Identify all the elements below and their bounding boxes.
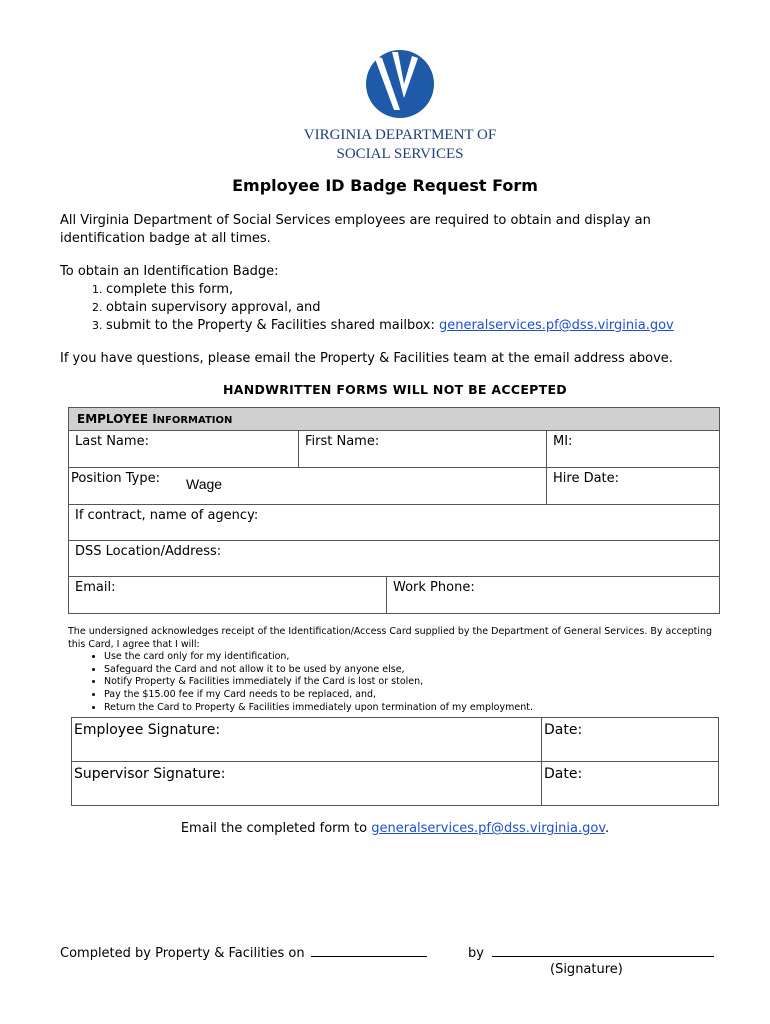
list-item: • Pay the $15.00 fee if my Card needs to be replaced, and,: [104, 689, 718, 702]
mi-field[interactable]: MI:: [553, 434, 573, 449]
employee-signature-field[interactable]: Employee Signature:: [72, 718, 542, 761]
footer-email-link[interactable]: generalservices.pf@dss.virginia.gov: [371, 821, 606, 836]
questions-paragraph: If you have questions, please email the Property & Facilities team at the email address above.: [60, 351, 673, 366]
step-2: 2. obtain supervisory approval, and: [106, 299, 766, 317]
table-row: [69, 541, 719, 577]
signature-caption: (Signature): [550, 962, 623, 977]
table-row: [69, 577, 719, 613]
position-type-field[interactable]: Position Type: Wage: [69, 468, 547, 504]
table-row: [72, 718, 718, 761]
list-item: • Use the card only for my identification,: [104, 651, 718, 664]
list-item: • Notify Property & Facilities immediately if the Card is lost or stolen,: [104, 676, 718, 689]
email-instruction: Email the completed form to generalservices.pf@dss.virginia.gov.: [180, 821, 610, 836]
step-3-text: submit to the Property & Facilities shared mailbox:: [106, 318, 439, 333]
acknowledgement: [68, 626, 718, 714]
table-row: [69, 468, 719, 505]
intro-paragraph: All Virginia Department of Social Services employees are required to obtain and display an identification badge at all times.: [60, 213, 651, 246]
form-title: Employee ID Badge Request Form: [232, 176, 538, 195]
handwritten-warning: HANDWRITTEN FORMS WILL NOT BE ACCEPTED: [223, 382, 567, 397]
step-3: [106, 317, 766, 335]
vdss-logo: [360, 48, 440, 120]
employee-date-field[interactable]: Date:: [544, 722, 583, 738]
table-row: [69, 431, 719, 468]
completed-by-line: Completed by Property & Facilities on: [60, 944, 427, 963]
first-name-field[interactable]: First Name:: [299, 431, 547, 467]
mailbox-email-link[interactable]: generalservices.pf@dss.virginia.gov: [438, 318, 674, 333]
steps-intro: To obtain an Identification Badge:: [60, 264, 279, 279]
by-line: by: [468, 944, 714, 963]
supervisor-signature-field[interactable]: Supervisor Signature:: [72, 762, 542, 805]
position-type-value: Wage: [186, 476, 223, 492]
email-field[interactable]: Email:: [69, 577, 387, 613]
agency-name-line2: SOCIAL SERVICES: [336, 146, 464, 162]
pf-signature-blank[interactable]: [492, 944, 714, 957]
last-name-field[interactable]: Last Name:: [69, 431, 299, 467]
signature-table: [71, 717, 719, 806]
hire-date-field[interactable]: Hire Date:: [553, 471, 620, 486]
employee-info-table: [68, 407, 720, 614]
list-item: • Return the Card to Property & Facilities immediately upon termination of my employment.: [104, 702, 718, 715]
step-1: 1. complete this form,: [106, 281, 766, 299]
ack-list: [68, 651, 718, 714]
section-header: EMPLOYEE INFORMATION: [69, 408, 719, 431]
agency-name-line1: VIRGINIA DEPARTMENT OF: [303, 127, 497, 143]
completed-date-blank[interactable]: [311, 944, 427, 957]
table-row: [69, 505, 719, 541]
dss-location-field[interactable]: DSS Location/Address:: [75, 544, 222, 559]
ack-intro: The undersigned acknowledges receipt of the Identification/Access Card supplied by the Department of General Services. By accepting this Card, I agree that I will:: [68, 626, 713, 650]
supervisor-date-field[interactable]: Date:: [544, 766, 583, 782]
table-row: [72, 761, 718, 805]
steps-list: [60, 281, 766, 335]
work-phone-field[interactable]: Work Phone:: [393, 580, 475, 595]
contract-agency-field[interactable]: If contract, name of agency:: [75, 508, 259, 523]
list-item: • Safeguard the Card and not allow it to be used by anyone else,: [104, 664, 718, 677]
